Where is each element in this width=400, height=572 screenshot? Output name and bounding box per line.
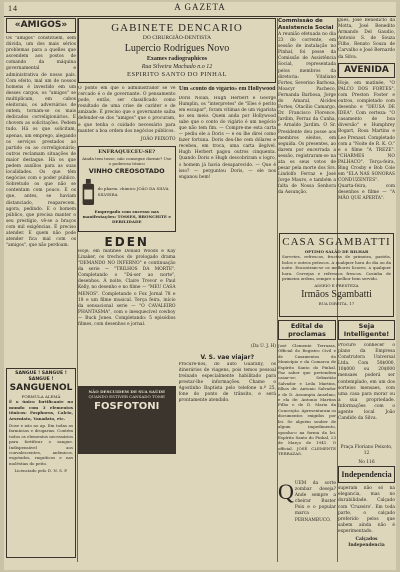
article-heading: «AMIGOS» [6, 18, 76, 33]
newspaper-page [4, 2, 396, 570]
dentist-city: ESPIRITO SANTO DO PINHAL [126, 71, 228, 78]
dentist-subtitle: DO CIRURGIÃO-DENTISTA [142, 35, 212, 41]
independencia-footer: Calçados Independencia [348, 537, 385, 549]
ad-subtitle: OPTIMO SALÃO DE BILHAR [304, 249, 369, 254]
ad-text: UEM da sorte zombar deseja? Ande sempre a cheirar Buster Poix e o popular marca PERNAMBUCO. [294, 481, 336, 523]
dentist-ad [78, 18, 276, 83]
column-4 [338, 18, 395, 230]
column-2-right [179, 86, 277, 460]
ad-top-line: SANGUE ! SANGUE ! SANGUE ! [15, 371, 67, 382]
article-body: Doris Nolan, Hugh Herbert e George Humplin, os "interpretes" de "Eles é perito em escapar", foram vítimas de um vigarista no seu meio. Quem anda por Hollywood sabe que o conto do vigário é um negócio que não tem fim. — Compre-me esta carta — pediu ele a Doris — e eu lhe direi como fazer fortuna. Doris deu-lhe cem dólares e recebeu, em troca, uma carta ilegível. Hugh Herbert pagou outros cinquenta. Quando Doris e Hugh descobriram o logro, o homem já havia desaparecido. — Que é isso? — perguntou Doris, — ele nos enganou bem! [178, 95, 276, 180]
sanguenol-ad [6, 368, 76, 558]
header-rule [4, 16, 396, 17]
ad-title: CASA SGAMBATTI [282, 236, 391, 248]
intelligent-address: Praça Floriano Peixoto, 12 [340, 445, 393, 457]
vs-text: Procure-nos, do auto Guarany, os itinerários de viagens, pois temos pessoal treinado especialmente habilitado para prestar-lhe informações. Chame o Agostinho Baptista pelo telefone n.º 25, fone do ponto de trânsito, e será prontamente atendido. [178, 361, 276, 404]
ad-footer: Licenciado pelo D. N. S. P. [14, 468, 68, 474]
ad-dropcap: Q [278, 479, 294, 504]
ad-brand: VINHO CREOSOTADO [88, 166, 165, 175]
eden-text: Hoje, em matinée Donald Woods e Kay Linaker, os trechos do prologado drama "DEMANDO NO INFERNO" e continuação da serie — "TRILHOS DA MORTE". Completando o "Dá-ser ao norte", desenhos. À noite, Claire Trevor e Paul Kelly, no desenho e no filme — "MEU CASA MENOS". Completando o Fox Jornal 78 e 18 e um filme musical. Terça feira, início da sensacional serie — "O CAVALEIRO PHANTASMA", com o inesquecível cowboy — Buck Jones. Completando: 5 episódios filmes, com desenhos e jornal. [78, 248, 176, 327]
eden-heading: EDEN [104, 234, 149, 249]
article-signature: (Da U. J. H) [250, 343, 276, 349]
ad-formula: FORMULA ALEMÃ [21, 394, 61, 399]
ad-brand: FOSFOTONI [94, 400, 160, 412]
ad-question-2: Ainda tem tosse, não consegue dormir? Use o poderoso tónico [82, 155, 172, 167]
column-2-body [78, 86, 276, 460]
ad-text: Sorvetes, refrescos, fructas de primeira, pastéis, bolos e outros petiscos. A qualquer hora do dia ou da noite. Encontram-se os melhores licores, a qualquer hora. Cervejas e refrescos frescos. Cosinha de primeira ordem, sempre o melhor bem servido. [282, 254, 391, 282]
newspaper-title: A GAZETA [174, 2, 226, 12]
querem-ad [278, 481, 336, 526]
dentist-name: Lupercio Rodrigues Novo [124, 43, 230, 54]
page-number: 14 [8, 4, 18, 13]
intelligent-text: Procure conhecer o plano da Empresa Construtora Universal Ltda. Com 50$000, 10$000 ou 20$000 mensaes poderá ser contemplado, em um dos sorteios mensaes, com uma casa para morar ou a sua propriedade. Informações com o agente local João Candido da Silva. [338, 343, 395, 422]
article-body: gues, José Benedicto da Motta, José Benedito Armando Del Gaudio, Antonio S. de Souza Filho, Renato Souza de Carvalho e José Bernardo da Silva. [338, 18, 395, 60]
bottle-icon [81, 175, 96, 209]
ad-question-1: ENFRAQUECEU-SE? [98, 148, 156, 155]
vs-heading: V. S. vae viajar? [200, 353, 255, 361]
ad-address: RUA DIREITA, 17 [318, 300, 355, 306]
ad-brand: SANGUENOL [9, 383, 73, 393]
article-signature: JOÃO PEIXOTO [140, 136, 176, 142]
edital-text: José Clemente Terrazas, Official do Registro Civil e de Casamentos do Município e da Comarca de Espírito Santo do Pinhal. Faz saber que pretendem casar-se: Sebastião Salvador e Leila Martins, filhos de: Antonio Salvador e de D. Assumpta Anselmo; e ela de: Antonio Martins Filho e de D. Maria da Conceição. Apresentaram os documentos exigidos por lei. Se alguém souber de algum impedimento, oponha-o na forma da lei. Espírito Santo do Pinhal, 23 de Março de 1941. O official, JOSÉ CLEMENTE TERRAZAS. [278, 343, 336, 457]
page-header [4, 2, 396, 17]
creosotado-ad [78, 146, 176, 232]
ad-description: É o único fortificante no mundo com 3 elementos tônicos: Fosphoros, Calcio, Arseniato, Vanadato, etc. [9, 399, 73, 421]
ad-maker: do pharm. chimico JOÃO DA SILVA SILVEIRA [97, 186, 169, 197]
avenida-heading: AVENIDA [338, 63, 395, 78]
dentist-title: GABINETE DENCARIO [111, 22, 243, 34]
ad-text: Dose e não no ap. Em todas as farmácias e drogarias. Contém todos os elementos necessários para fortificar o sangue. Indispensável aos convalescentes, anêmicos, esgotados, raquíticos e nas moléstias do peito. [9, 423, 73, 466]
ad-text: Empregado com sucesso nas manifestações: TOSSES, BRONCHITE e DEBILIDADE [82, 208, 171, 225]
independencia-brand: Independencia [338, 466, 395, 483]
column-1 [6, 18, 76, 562]
column-2 [78, 18, 276, 562]
ad-owner: Irmãos Sgambatti [301, 288, 372, 300]
dentist-service: Exames radiographicos [146, 56, 208, 62]
article-body: A reunião efetuada no dia 23 do corrente, em sessão de instalação no Pinhal, foi posse da Comissão de Assistência Social, representada pelos membros da diretoria: Vitaliano Fortes, Severino Barbosa, Moacyr Pacheco, Fernanda Barbosa, Jorge do Amaral, Alcides Fortes, Otacílio Camargo, Dr. Francisco Florence, Jardim, Ferraz da Cunha, e Arnaldo Jardim. O Sr. Presidente deu posse aos membros eleitos, em seguida. Os presentes, ao darem por encerrada a sessão, registraram-se na ata os seus votos de pesar pela morte dos Srs. Lindolfo Ferraz e José Jorge Mauro, e também a falta de Nossa Senhora da Assunção. [278, 32, 336, 196]
fosfotoni-ad [78, 386, 176, 454]
ad-line: QUANDO ESTIVER CANSADO TOME [88, 394, 165, 400]
intelligent-heading: Seja Intelligente! [338, 320, 395, 340]
article-body: Os "amigos" constituem, sem dúvida, um dos mais sérios problemas para a quelles que ascendem aos postos de comando da máquina governamental e administrativa de nosso país. Com efeito, mal um de nossos homens é investido em um desses cargos, os "amigos" se multiplicam, em cabos eleitorais, os adversários de ontem, tornam-se os mais dedicados correligionários. E chovem as solicitações. Pedem tudo. Há os que solicitam, apenas, um emprego, alegando os serviços prestados ao partido ou ao correligionário; outros reclamam situações de maior destaque. Há os que pedem auxílios para as suas localidades. Os que têm negócios com o poder público. Sobretudo os que não se contentam com pouco. E os que, antes, se haviam distanciado, reaparecem, agora, pedindo. E o homem público, que precisa manter o seu prestígio, vê-se a braços com mil exigências. É preciso atender. E quem não pode atender fica mal com os "amigos", que não perdoam. [6, 36, 76, 249]
dentist-address: Rua Silveira Machado n.o 12 [141, 64, 213, 70]
column-2-left [78, 86, 176, 460]
article-heading: Um «conto do vigário» em Hollywood [179, 86, 276, 92]
article-body: O ponto em que o administrador se vê cercado é o de governante. O pensamento pode, então, ser classificado como resultado de uma crise de caráter e de amizade. É preciso que o governante saiba defender-se dos "amigos" que o procuram, e que tenha o cuidado necessário para manter a boa ordem dos negócios públicos. [78, 86, 176, 134]
avenida-text: Hoje, em matinée, "O PALCO DOS FORTES", com Preston Foster e outros, completado com desenho e "DEUSA DE IDEA". Com certeza: "O casamento de boa diversão" e Humphrey Bogart, Rosa Martins e Leo Prenaut. Completado com a "Noite de R. K. O." e o filme "A TREZE". "CHARMES NO PALHACO". Terça-feira, Bing Crosby e Bob Cole em "ELA NAS SONORAS CONDUZENTES". Quarta-feira, com desenhos e filme — "A MÃO QUE APERTA". [338, 80, 395, 202]
casa-sgambatti-ad [279, 233, 394, 317]
independencia-text: superam não só na elegancia, mas no durabilidade. Calçado com 'Cruzeiro'. Em toda parte, o calçado preferido pelos que sabem ainda não é experimentado. [338, 486, 395, 534]
edital-heading: Edital de proclamas [278, 320, 336, 340]
column-3 [278, 18, 336, 230]
article-heading: Commissão de Assistencia Social [278, 18, 334, 31]
ad-motto: ASSEIO E PRESTEZA [314, 283, 359, 289]
ad-top-line: NÃO DESCUIDEM DE SUA SAÚDE [88, 388, 166, 394]
independencia-number: No 116 [358, 460, 375, 466]
column-3-bottom [278, 320, 336, 562]
column-4-bottom [338, 320, 395, 562]
